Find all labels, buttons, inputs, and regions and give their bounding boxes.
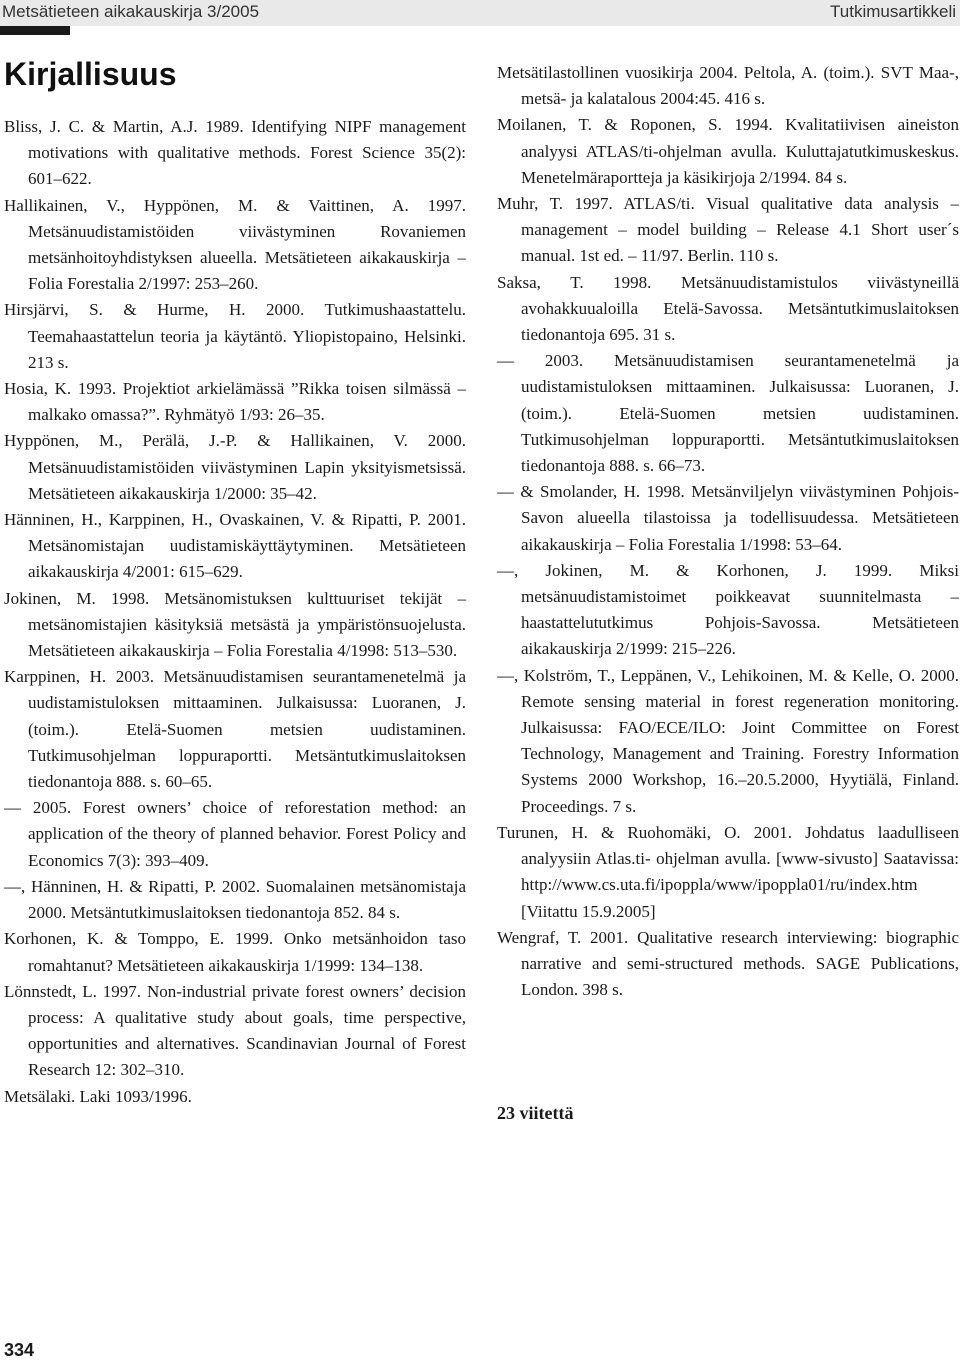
references-left-column [4,114,466,1110]
reference-entry: Karppinen, H. 2003. Metsänuudistamisen seurantamenetelmä ja uudistamistuloksen mittaaminen. Julkaisussa: Luoranen, J. (toim.). Etelä-Suomen metsien uudistaminen. Tutkimusohjelman loppuraportti. Metsäntutkimuslaitoksen tiedonantoja 888. s. 60–65. [4,667,466,792]
reference-entry: — 2003. Metsänuudistamisen seurantamenetelmä ja uudistamistuloksen mittaaminen. Julkaisussa: Luoranen, J. (toim.). Etelä-Suomen metsien uudistaminen. Tutkimusohjelman loppuraportti. Metsäntutkimuslaitoksen tiedonantoja 888. s. 66–73. [497,351,959,476]
reference-entry: Turunen, H. & Ruohomäki, O. 2001. Johdatus laadulliseen analyysiin Atlas.ti- ohjelman avulla. [www-sivusto] Saatavissa: http://www.cs.uta.fi/ipoppla/www/ipoppla01/ru/index.htm [Viitattu 15.9.2005] [497,822,959,921]
reference-entry: —, Jokinen, M. & Korhonen, J. 1999. Miksi metsänuudistamistoimet poikkeavat suunnitelmasta – haastattelututkimus Pohjois-Savossa. Metsätieteen aikakauskirja 2/1999: 215–226. [497,560,959,659]
reference-entry: Bliss, J. C. & Martin, A.J. 1989. Identifying NIPF management motivations with qualitative methods. Forest Science 35(2): 601–622. [4,117,466,189]
page-number: 334 [4,1340,35,1360]
reference-count: 23 viitettä [497,1103,574,1123]
reference-entry: Saksa, T. 1998. Metsänuudistamistulos viivästyneillä avohakkuualoilla Etelä-Savossa. Metsäntutkimuslaitoksen tiedonantoja 695. 31 s. [497,272,959,345]
reference-entry: Muhr, T. 1997. ATLAS/ti. Visual qualitative data analysis – management – model building – Release 4.1 Short user´s manual. 1st ed. – 11/97. Berlin. 110 s. [497,194,959,266]
reference-entry: Metsälaki. Laki 1093/1996. [4,1086,192,1106]
journal-title: Metsätieteen aikakauskirja 3/2005 [2,2,260,21]
reference-entry: Hänninen, H., Karppinen, H., Ovaskainen, V. & Ripatti, P. 2001. Metsänomistajan uudistamiskäyttäytyminen. Metsätieteen aikakauskirja 4/2001: 615–629. [4,510,466,582]
reference-entry: Korhonen, K. & Tomppo, E. 1999. Onko metsänhoidon taso romahtanut? Metsätieteen aikakauskirja 1/1999: 134–138. [4,929,466,975]
reference-entry: — 2005. Forest owners’ choice of reforestation method: an application of the theory of planned behavior. Forest Policy and Economics 7(3): 393–409. [4,798,466,870]
references-right-column [497,60,959,1003]
reference-entry: — & Smolander, H. 1998. Metsänviljelyn viivästyminen Pohjois-Savon alueella tilastoissa ja todellisuudessa. Metsätieteen aikakauskirja – Folia Forestalia 1/1998: 53–64. [497,482,959,554]
reference-entry: Moilanen, T. & Roponen, S. 1994. Kvalitatiivisen aineiston analyysi ATLAS/ti-ohjelman avulla. Kuluttajatutkimuskeskus. Menetelmäraportteja ja käsikirjoja 2/1994. 84 s. [497,115,959,187]
reference-entry: Lönnstedt, L. 1997. Non-industrial private forest owners’ decision process: A qualitative study about goals, time perspective, opportunities and alternatives. Scandinavian Journal of Forest Research 12: 302–310. [4,981,466,1080]
reference-entry: Wengraf, T. 2001. Qualitative research interviewing: biographic narrative and semi-structured methods. SAGE Publications, London. 398 s. [497,927,959,1000]
reference-entry: Hosia, K. 1993. Projektiot arkielämässä ”Rikka toisen silmässä – malkako omassa?”. Ryhmätyö 1/93: 26–35. [4,379,466,425]
section-title: Kirjallisuus [4,56,177,92]
reference-entry: —, Hänninen, H. & Ripatti, P. 2002. Suomalainen metsänomistaja 2000. Metsäntutkimuslaitoksen tiedonantoja 852. 84 s. [4,876,466,923]
reference-entry: Hyppönen, M., Perälä, J.-P. & Hallikainen, V. 2000. Metsänuudistamistöiden viivästyminen Lapin yksityismetsissä. Metsätieteen aikakauskirja 1/2000: 35–42. [4,431,466,503]
reference-entry: Hirsjärvi, S. & Hurme, H. 2000. Tutkimushaastattelu. Teemahaastattelun teoria ja käytäntö. Yliopistopaino, Helsinki. 213 s. [4,300,466,372]
header-accent-bar [0,26,70,35]
reference-entry: Jokinen, M. 1998. Metsänomistuksen kulttuuriset tekijät – metsänomistajien käsityksiä metsästä ja ympäristönsuojelusta. Metsätieteen aikakauskirja – Folia Forestalia 4/1998: 513–530. [4,588,466,661]
reference-entry: —, Kolström, T., Leppänen, V., Lehikoinen, M. & Kelle, O. 2000. Remote sensing material in forest regeneration monitoring. Julkaisussa: FAO/ECE/ILO: Joint Committee on Forest Technology, Management and Training. Forestry Information Systems 2000 Workshop, 16.–20.5.2000, Hyytiälä, Finland. Proceedings. 7 s. [497,665,959,816]
running-header [0,0,960,26]
reference-entry: Hallikainen, V., Hyppönen, M. & Vaittinen, A. 1997. Metsänuudistamistöiden viivästyminen Rovaniemen metsänhoitoyhdistyksen alueella. Metsätieteen aikakauskirja – Folia Forestalia 2/1997: 253–260. [4,195,466,294]
article-type: Tutkimusartikkeli [830,2,956,21]
reference-entry: Metsätilastollinen vuosikirja 2004. Peltola, A. (toim.). SVT Maa-, metsä- ja kalatalous 2004:45. 416 s. [497,63,959,109]
